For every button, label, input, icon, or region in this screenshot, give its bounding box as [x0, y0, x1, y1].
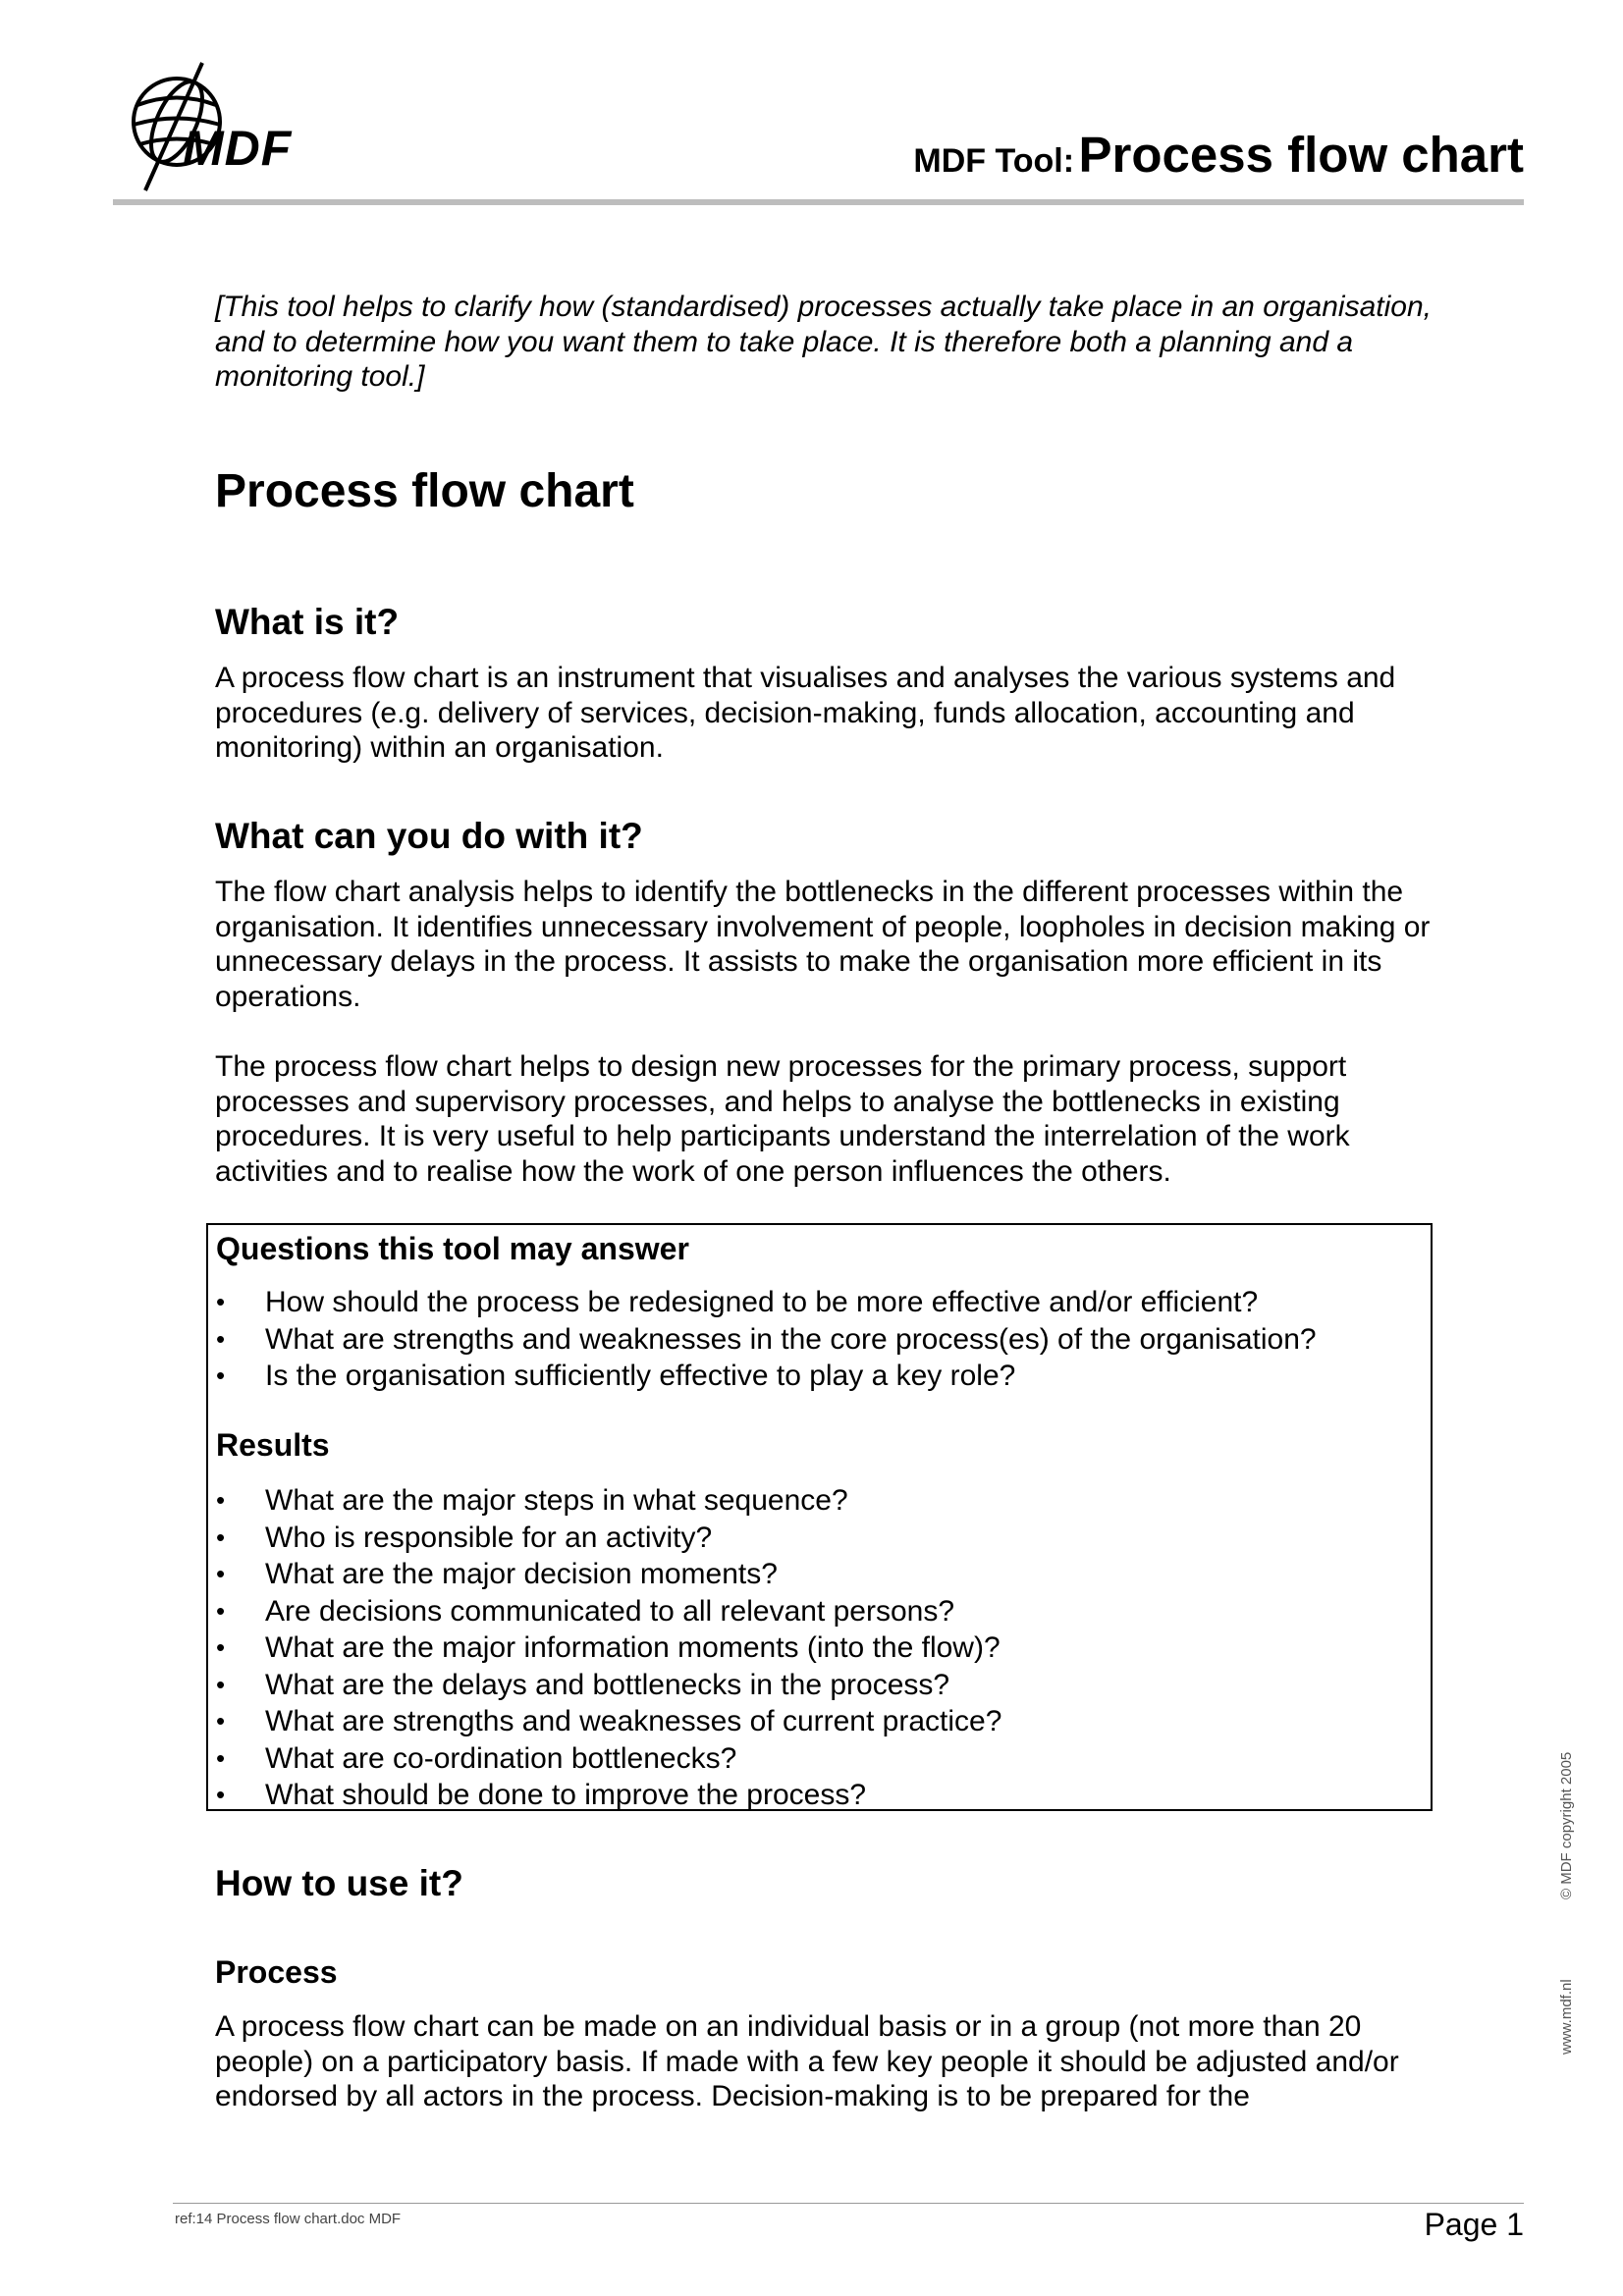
list-item: • Are decisions communicated to all relevant persons?	[216, 1593, 1414, 1630]
list-item: • How should the process be redesigned to be more effective and/or efficient?	[216, 1284, 1414, 1321]
questions-box	[206, 1223, 1433, 1811]
what-can-you-do-paragraph-1: The flow chart analysis helps to identify the bottlenecks in the different processes within the organisation. It identifies unnecessary involvement of people, loopholes in decision making or unnecessary delays in the process. It assists to make the organisation more efficient in its operations.	[215, 876, 1431, 1013]
list-item: • What are the major steps in what sequence?	[216, 1482, 1414, 1520]
list-item: • What are co-ordination bottlenecks?	[216, 1740, 1414, 1778]
results-title: Results	[216, 1427, 330, 1463]
footer-reference: ref:14 Process flow chart.doc MDF	[175, 2211, 402, 2227]
process-subheading: Process	[215, 1954, 338, 1990]
list-item: • What are the delays and bottlenecks in the process?	[216, 1667, 1414, 1704]
page-number: Page 1	[1424, 2207, 1524, 2242]
list-item: • What should be done to improve the process?	[216, 1777, 1414, 1814]
intro-text: [This tool helps to clarify how (standardised) processes actually take place in an organisation, and to determine how you want them to take place. It is therefore both a planning and a monitoring tool.]	[215, 291, 1432, 393]
what-is-it-heading: What is it?	[215, 602, 400, 642]
questions-list	[216, 1284, 1414, 1395]
what-can-you-do-paragraph-2: The process flow chart helps to design new processes for the primary process, support processes and supervisory processes, and helps to analyse the bottlenecks in existing procedures. It is very useful to help participants understand the interrelation of the work activities and to realise how the work of one person influences the others.	[215, 1050, 1350, 1188]
header-title-name: Process flow chart	[1078, 127, 1524, 183]
list-item: • Who is responsible for an activity?	[216, 1520, 1414, 1557]
results-list	[216, 1482, 1414, 1814]
what-is-it-text: A process flow chart is an instrument that visualises and analyses the various systems and procedures (e.g. delivery of services, decision-making, funds allocation, accounting and monitoring) within an organisation.	[215, 662, 1396, 764]
list-item: • What are strengths and weaknesses in the core process(es) of the organisation?	[216, 1321, 1414, 1359]
header-title-prefix: MDF Tool:	[913, 142, 1075, 180]
process-text: A process flow chart can be made on an individual basis or in a group (not more than 20 people) on a participatory basis. If made with a few key people it should be adjusted and/or endorsed by all actors in the process. Decision-making is to be prepared for the	[215, 2010, 1399, 2112]
what-can-you-do-heading: What can you do with it?	[215, 816, 643, 856]
list-item: • What are the major decision moments?	[216, 1556, 1414, 1593]
how-to-use-heading: How to use it?	[215, 1863, 463, 1903]
questions-title: Questions this tool may answer	[216, 1231, 689, 1266]
list-item: • What are the major information moments (into the flow)?	[216, 1629, 1414, 1667]
header-divider	[113, 199, 1524, 205]
header-title	[913, 126, 1524, 184]
copyright-notice: © MDF copyright 2005	[1558, 1751, 1575, 1899]
footer-divider	[173, 2203, 1524, 2204]
list-item: • What are strengths and weaknesses of current practice?	[216, 1703, 1414, 1740]
logo-text: MDF	[183, 121, 293, 176]
page-title: Process flow chart	[215, 465, 634, 517]
list-item: • Is the organisation sufficiently effective to play a key role?	[216, 1358, 1414, 1395]
website-url: www.mdf.nl	[1558, 1979, 1575, 2055]
